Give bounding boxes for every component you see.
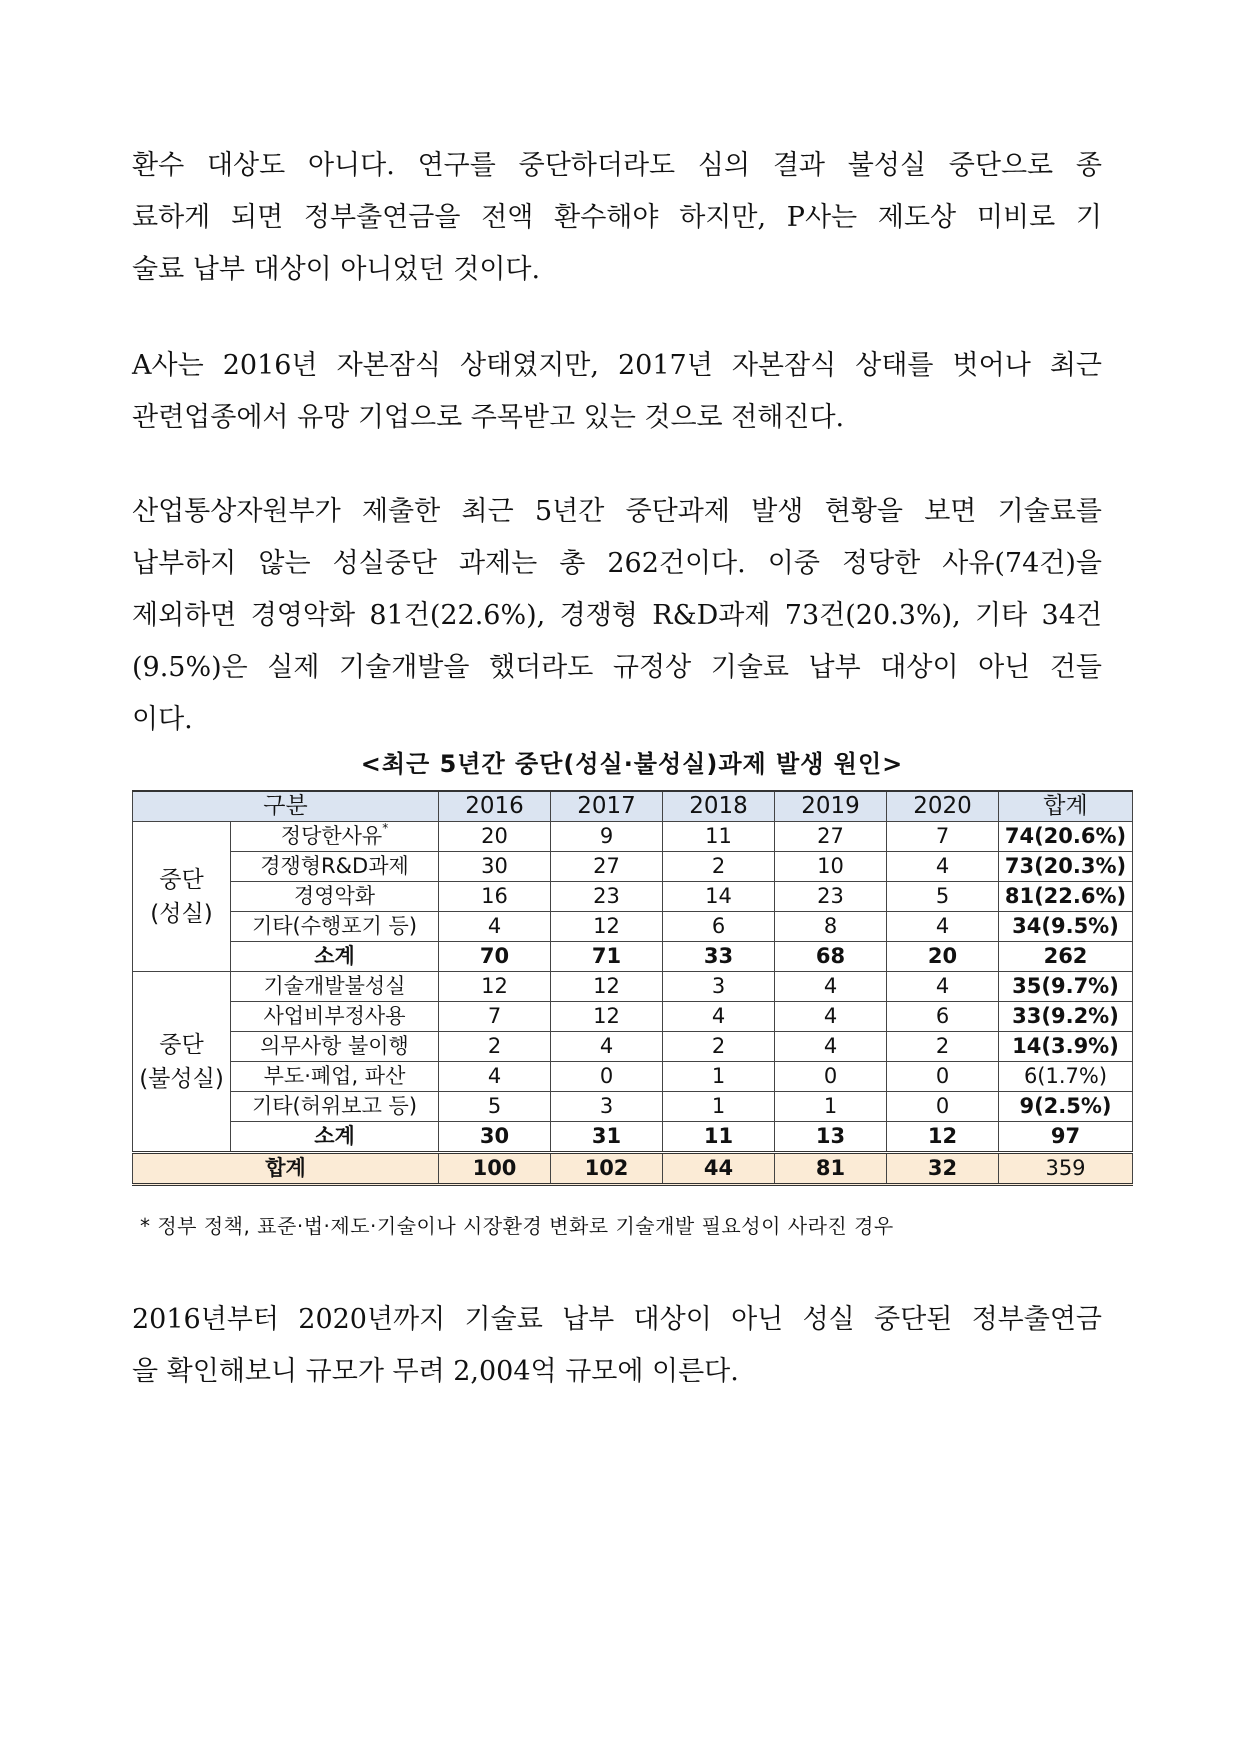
cell: 8 [775,912,887,942]
cell: 5 [887,882,999,912]
cell: 1 [775,1092,887,1122]
row-total: 34(9.5%) [999,912,1133,942]
table-row [133,1002,1133,1032]
cell: 0 [887,1062,999,1092]
cell: 100 [439,1153,551,1185]
header-total: 합계 [999,791,1133,822]
cell: 33 [663,942,775,972]
header-2017: 2017 [551,791,663,822]
cell: 4 [439,912,551,942]
cell: 20 [439,822,551,852]
header-2016: 2016 [439,791,551,822]
cell: 5 [439,1092,551,1122]
text-line: (9.5%)은 실제 기술개발을 했더라도 규정상 기술료 납부 대상이 아닌 건들 [132,652,1102,683]
cell: 6 [887,1002,999,1032]
row-category: 경영악화 [231,882,439,912]
cell: 1 [663,1092,775,1122]
row-category: 기타(수행포기 등) [231,912,439,942]
cell: 4 [439,1062,551,1092]
header-2018: 2018 [663,791,775,822]
row-total: 35(9.7%) [999,972,1133,1002]
row-category: 기술개발불성실 [231,972,439,1002]
suspension-cause-table [132,790,1133,1186]
group-label-line: (성실) [150,900,213,927]
row-category: 의무사항 불이행 [231,1032,439,1062]
row-total: 9(2.5%) [999,1092,1133,1122]
cell: 4 [887,912,999,942]
cell: 81 [775,1153,887,1185]
header-2020: 2020 [887,791,999,822]
row-category: 부도·폐업, 파산 [231,1062,439,1092]
cell: 3 [551,1092,663,1122]
cell: 20 [887,942,999,972]
cell: 23 [775,882,887,912]
text-line: 이다. [132,704,193,735]
row-total: 73(20.3%) [999,852,1133,882]
cell: 70 [439,942,551,972]
subtotal-total: 262 [999,942,1133,972]
table-row [133,1062,1133,1092]
table-row [133,1092,1133,1122]
cell: 31 [551,1122,663,1153]
cell: 4 [887,972,999,1002]
group-label-line: 중단 [159,1031,204,1058]
header-2019: 2019 [775,791,887,822]
cell: 4 [551,1032,663,1062]
cell: 30 [439,852,551,882]
cell: 16 [439,882,551,912]
subtotal-label: 소계 [231,1122,439,1153]
cell: 27 [551,852,663,882]
text-line: 술료 납부 대상이 아니었던 것이다. [132,254,541,285]
cell: 44 [663,1153,775,1185]
cell: 4 [775,1032,887,1062]
paragraph-funding-scale [132,1294,1102,1398]
cell: 1 [663,1062,775,1092]
cell: 0 [775,1062,887,1092]
subtotal-total: 97 [999,1122,1133,1153]
text-line: 2016년부터 2020년까지 기술료 납부 대상이 아닌 성실 중단된 정부출연금 [132,1304,1102,1335]
grand-total-row [133,1153,1133,1185]
table-row [133,822,1133,852]
cell: 27 [775,822,887,852]
cell: 0 [551,1062,663,1092]
paragraph-ministry-status [132,486,1102,746]
text-line: 환수 대상도 아니다. 연구를 중단하더라도 심의 결과 불성실 중단으로 종 [132,150,1102,181]
table-header-row [133,791,1133,822]
cell: 11 [663,1122,775,1153]
footnote-marker: * [382,821,389,835]
grand-total-label: 합계 [133,1153,439,1185]
cell: 4 [663,1002,775,1032]
cell: 12 [551,912,663,942]
row-category: 정당한사유* [231,822,439,852]
row-category: 사업비부정사용 [231,1002,439,1032]
table-row [133,882,1133,912]
cell: 2 [439,1032,551,1062]
grand-total-value: 359 [999,1153,1133,1185]
cell: 23 [551,882,663,912]
text-line: 을 확인해보니 규모가 무려 2,004억 규모에 이른다. [132,1356,739,1387]
cell: 7 [439,1002,551,1032]
table-row [133,852,1133,882]
row-total: 74(20.6%) [999,822,1133,852]
cell: 4 [887,852,999,882]
cell: 10 [775,852,887,882]
table-row [133,912,1133,942]
row-total: 81(22.6%) [999,882,1133,912]
group-label-line: 중단 [159,866,204,893]
table-row [133,1032,1133,1062]
cell: 12 [551,1002,663,1032]
header-category: 구분 [133,791,439,822]
text-line: 산업통상자원부가 제출한 최근 5년간 중단과제 발생 현황을 보면 기술료를 [132,496,1102,527]
cell: 13 [775,1122,887,1153]
paragraph-p-company-refund [132,140,1102,296]
cell: 11 [663,822,775,852]
cell: 14 [663,882,775,912]
cell: 102 [551,1153,663,1185]
group-label-line: (불성실) [139,1065,224,1092]
paragraph-a-company [132,340,1102,444]
text-line: 제외하면 경영악화 81건(22.6%), 경쟁형 R&D과제 73건(20.3%), 기타 34건 [132,600,1102,631]
row-category: 기타(허위보고 등) [231,1092,439,1122]
group-label-sincere [133,822,231,972]
group-label-insincere [133,972,231,1153]
cell: 71 [551,942,663,972]
text-line: A사는 2016년 자본잠식 상태였지만, 2017년 자본잠식 상태를 벗어나 최근 [132,350,1102,381]
cell: 30 [439,1122,551,1153]
table-footnote: * 정부 정책, 표준·법·제도·기술이나 시장환경 변화로 기술개발 필요성이 사라진 경우 [140,1214,894,1238]
cell: 68 [775,942,887,972]
cell: 4 [775,1002,887,1032]
subtotal-row [133,942,1133,972]
cell: 2 [887,1032,999,1062]
cell: 0 [887,1092,999,1122]
row-total: 6(1.7%) [999,1062,1133,1092]
cell: 9 [551,822,663,852]
cell: 32 [887,1153,999,1185]
cell: 3 [663,972,775,1002]
subtotal-label: 소계 [231,942,439,972]
text-line: 납부하지 않는 성실중단 과제는 총 262건이다. 이중 정당한 사유(74건)을 [132,548,1102,579]
cell: 2 [663,1032,775,1062]
cell: 12 [439,972,551,1002]
row-total: 33(9.2%) [999,1002,1133,1032]
cell: 2 [663,852,775,882]
table-row [133,972,1133,1002]
cell: 6 [663,912,775,942]
row-category: 경쟁형R&D과제 [231,852,439,882]
table-caption: <최근 5년간 중단(성실·불성실)과제 발생 원인> [360,750,904,778]
cell: 7 [887,822,999,852]
text-line: 관련업종에서 유망 기업으로 주목받고 있는 것으로 전해진다. [132,402,845,433]
row-total: 14(3.9%) [999,1032,1133,1062]
cell: 12 [551,972,663,1002]
subtotal-row [133,1122,1133,1153]
cell: 12 [887,1122,999,1153]
cell: 4 [775,972,887,1002]
text-line: 료하게 되면 정부출연금을 전액 환수해야 하지만, P사는 제도상 미비로 기 [132,202,1102,233]
